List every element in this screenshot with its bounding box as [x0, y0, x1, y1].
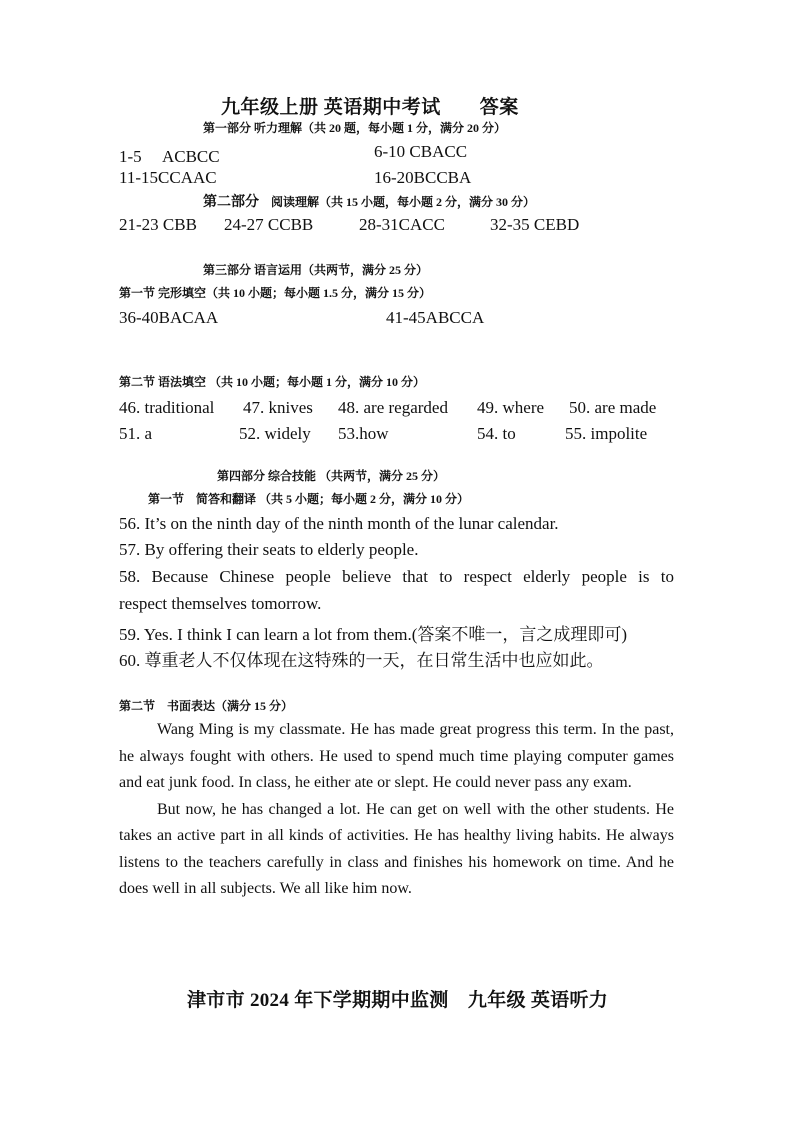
- answer-52: 52. widely: [239, 424, 311, 443]
- answer-56: 56. It’s on the ninth day of the ninth month of the lunar calendar.: [119, 514, 559, 533]
- answer-1-5: 1-5 ACBCC: [119, 147, 220, 166]
- answer-46: 46. traditional: [119, 398, 215, 417]
- answer-53: 53.how: [338, 424, 389, 443]
- answer-47: 47. knives: [243, 398, 313, 417]
- answer-36-40: 36-40BACAA: [119, 308, 219, 327]
- answer-55: 55. impolite: [565, 424, 648, 443]
- page-title: 九年级上册 英语期中考试 答案: [221, 97, 519, 118]
- answer-59: 59. Yes. I think I can learn a lot from them.(答案不唯一，言之成理即可): [119, 625, 628, 644]
- writing-paragraph-2: But now, he has changed a lot. He can get on well with the other students. He takes an active part in all kinds of activities. He has healthy living habits. He always listens to the teachers carefully in class and finishes his homework on time. And he does well in all subjects. We all like him now.: [119, 800, 674, 897]
- answer-58-line1: 58. Because Chinese people believe that to respect elderly people is to: [119, 567, 674, 586]
- part3-section2-heading: 第二节 语法填空 （共 10 小题；每小题 1 分，满分 10 分）: [119, 375, 426, 389]
- answer-58-line2: respect themselves tomorrow.: [119, 594, 322, 613]
- answer-60: 60. 尊重老人不仅体现在这特殊的一天，在日常生活中也应如此。: [119, 651, 604, 670]
- writing-paragraph-1: Wang Ming is my classmate. He has made great progress this term. In the past, he always fought with others. He used to spend much time playing computer games and eat junk food. In class, he either ate or slept. He could never pass any exam.: [119, 721, 674, 791]
- answer-21-23: 21-23 CBB: [119, 215, 197, 234]
- part3-section1-heading: 第一节 完形填空（共 10 小题；每小题 1.5 分，满分 15 分）: [119, 286, 432, 300]
- footer-title: 津市市 2024 年下学期期中监测 九年级 英语听力: [187, 990, 609, 1011]
- answer-11-15: 11-15CCAAC: [119, 168, 217, 187]
- part2-heading-label: 第二部分: [203, 195, 259, 210]
- answer-49: 49. where: [477, 398, 545, 417]
- answer-51: 51. a: [119, 424, 153, 443]
- answer-57: 57. By offering their seats to elderly people.: [119, 540, 419, 559]
- part1-heading: 第一部分 听力理解（共 20 题，每小题 1 分，满分 20 分）: [203, 121, 507, 135]
- writing-sample: [119, 717, 674, 903]
- part3-heading: 第三部分 语言运用（共两节，满分 25 分）: [203, 263, 429, 277]
- answer-32-35: 32-35 CEBD: [490, 215, 580, 234]
- answer-28-31: 28-31CACC: [359, 215, 445, 234]
- part4-heading: 第四部分 综合技能 （共两节，满分 25 分）: [217, 469, 446, 483]
- answer-50: 50. are made: [569, 398, 657, 417]
- answer-16-20: 16-20BCCBA: [374, 168, 472, 187]
- part4-section2-heading: 第二节 书面表达（满分 15 分）: [119, 699, 294, 713]
- answer-6-10: 6-10 CBACC: [374, 142, 468, 161]
- part4-section1-heading: 第一节 简答和翻译 （共 5 小题；每小题 2 分，满分 10 分）: [148, 492, 470, 506]
- part2-heading-rest: 阅读理解（共 15 小题，每小题 2 分，满分 30 分）: [271, 195, 536, 209]
- answer-54: 54. to: [477, 424, 516, 443]
- answer-24-27: 24-27 CCBB: [224, 215, 314, 234]
- answer-41-45: 41-45ABCCA: [386, 308, 485, 327]
- answer-48: 48. are regarded: [338, 398, 448, 417]
- part2-heading: [203, 191, 535, 211]
